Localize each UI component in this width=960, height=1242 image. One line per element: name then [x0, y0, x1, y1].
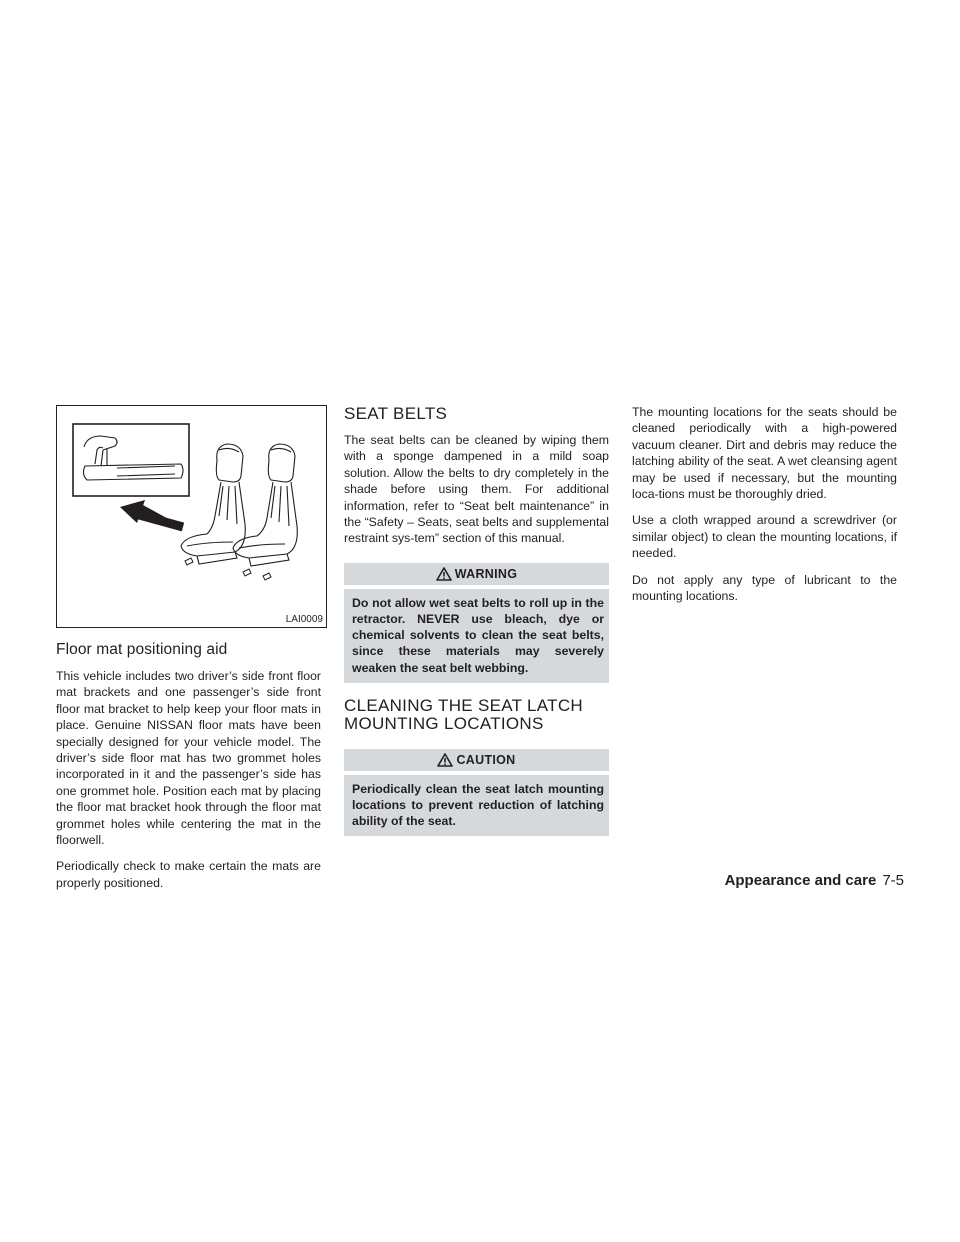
seat-latch-figure [57, 406, 326, 627]
seat-latch-paragraph-2: Use a cloth wrapped around a screwdriver (or similar object) to clean the mounting locations, if needed. [632, 513, 897, 561]
figure-code: LAI0009 [285, 614, 323, 625]
seat-latch-paragraph-1: The mounting locations for the seats should be cleaned periodically with a high-powered vacuum cleaner. Dirt and debris may reduce the latching ability of the seat. A wet cleansing agent may be used if necessary, but the mounting loca-tions must be thoroughly dried. [632, 405, 897, 502]
warning-label: WARNING [454, 566, 518, 581]
warning-triangle-icon [436, 567, 452, 581]
floor-mat-heading: Floor mat positioning aid [56, 641, 228, 658]
warning-text: Do not allow wet seat belts to roll up in the retractor. NEVER use bleach, dye or chemical solvents to clean the seat belts, since these materials may severely weaken the seat belt webbing. [344, 589, 609, 683]
footer-section-title: Appearance and care [724, 872, 877, 889]
floor-mat-paragraph-2: Periodically check to make certain the mats are properly positioned. [56, 859, 321, 890]
caution-text: Periodically clean the seat latch mounting locations to prevent reduction of latching ability of the seat. [344, 775, 609, 837]
seat-latch-heading: CLEANING THE SEAT LATCH MOUNTING LOCATIONS [344, 695, 583, 733]
caution-label: CAUTION [456, 752, 516, 767]
caution-triangle-icon [437, 753, 453, 767]
seat-belts-heading: SEAT BELTS [344, 404, 448, 423]
seat-illustration [56, 405, 327, 628]
column-middle [344, 405, 609, 836]
caution-box [344, 749, 609, 837]
column-right [632, 404, 897, 614]
warning-header [344, 563, 609, 585]
seat-belts-paragraph: The seat belts can be cleaned by wiping them with a sponge dampened in a mild soap solution. Allow the belts to dry completely in the shade before using them. For additional information, refer to “Seat belt maintenance” in the “Safety – Seats, seat belts and supplemental restraint sys-tem” section of this manual. [344, 433, 609, 546]
warning-box [344, 563, 609, 683]
page-number: 7-5 [882, 872, 904, 889]
floor-mat-paragraph-1: This vehicle includes two driver’s side front floor mat brackets and one passenger’s side front floor mat bracket to help keep your floor mats in place. Genuine NISSAN floor mats have been specially designed for your vehicle model. The driver’s side floor mat has two grommet holes incorporated in it and the passenger’s side has one grommet hole. Position each mat by placing the floor mat bracket hook through the floor mat grommet holes while centering the mat in the floorwell. [56, 669, 321, 848]
page-footer [725, 872, 904, 889]
column-left [56, 405, 321, 901]
caution-header [344, 749, 609, 771]
seat-latch-paragraph-3: Do not apply any type of lubricant to the mounting locations. [632, 572, 897, 604]
